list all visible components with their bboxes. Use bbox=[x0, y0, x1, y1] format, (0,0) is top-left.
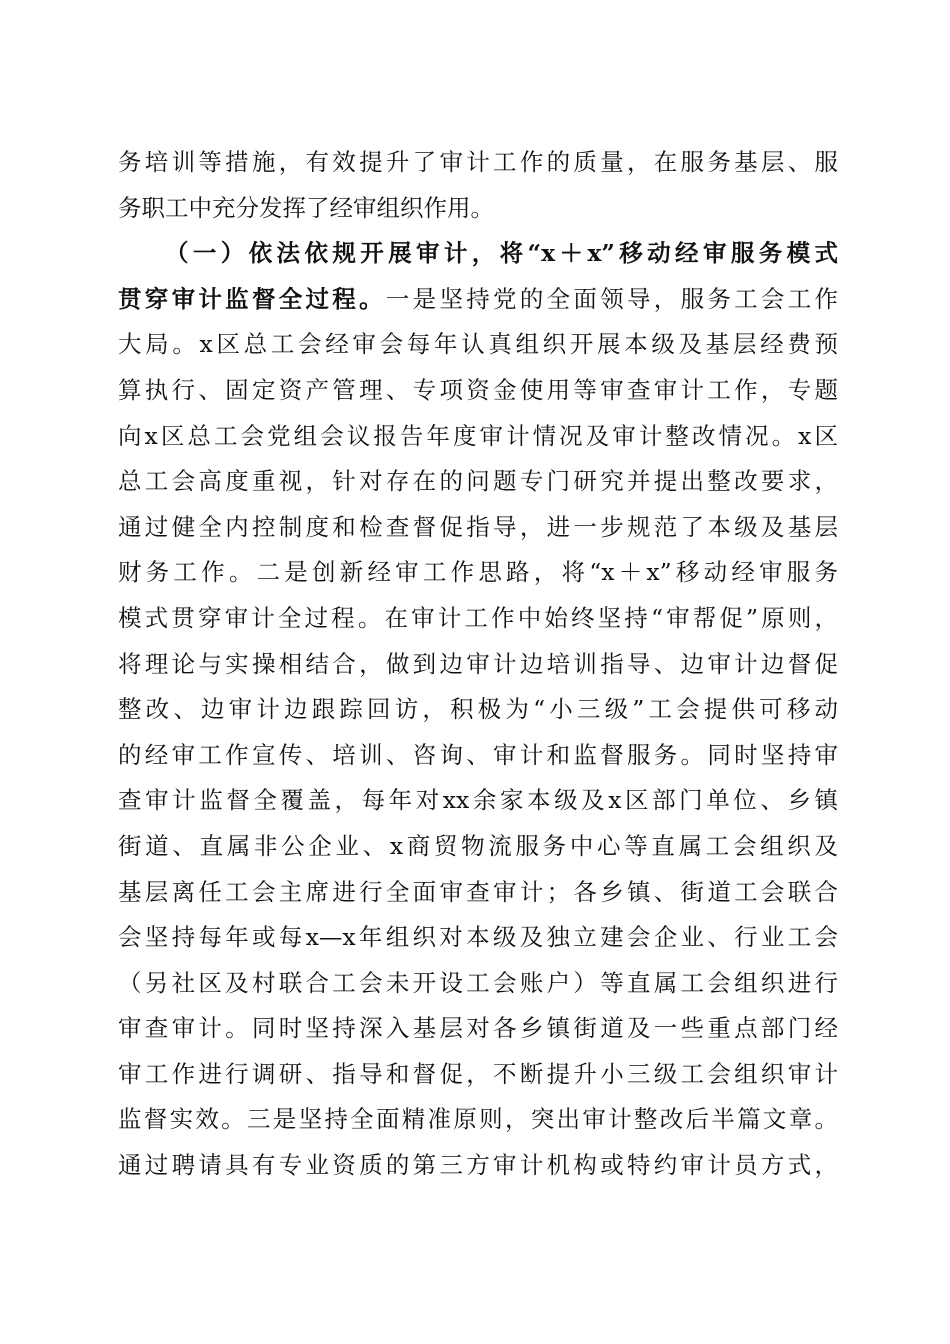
paragraph-line: 街道、直属非公企业、x商贸物流服务中心等直属工会组织及 bbox=[118, 831, 838, 860]
paragraph-line: 会坚持每年或每x—x年组织对本级及独立建会企业、行业工会 bbox=[118, 923, 838, 952]
paragraph-line: 总工会高度重视，针对存在的问题专门研究并提出整改要求， bbox=[118, 467, 838, 496]
paragraph-line: 财务工作。二是创新经审工作思路，将“x＋x”移动经审服务 bbox=[118, 558, 838, 587]
section-heading: （一）依法依规开展审计，将“x＋x”移动经审服务模式 bbox=[165, 239, 838, 268]
paragraph-line: 将理论与实操相结合，做到边审计边培训指导、边审计边督促 bbox=[118, 649, 838, 678]
paragraph-line: 通过聘请具有专业资质的第三方审计机构或特约审计员方式， bbox=[118, 1151, 838, 1180]
paragraph-line: 审工作进行调研、指导和督促，不断提升小三级工会组织审计 bbox=[118, 1059, 838, 1088]
paragraph-line: （另社区及村联合工会未开设工会账户）等直属工会组织进行 bbox=[118, 968, 838, 997]
paragraph-line: 监督实效。三是坚持全面精准原则，突出审计整改后半篇文章。 bbox=[118, 1105, 838, 1134]
paragraph-line: 模式贯穿审计全过程。在审计工作中始终坚持“审帮促”原则， bbox=[118, 603, 838, 632]
paragraph-line: 大局。x区总工会经审会每年认真组织开展本级及基层经费预 bbox=[118, 330, 838, 359]
paragraph-line: 向x区总工会党组会议报告年度审计情况及审计整改情况。x区 bbox=[118, 421, 838, 450]
paragraph-line: 基层离任工会主席进行全面审查审计；各乡镇、街道工会联合 bbox=[118, 877, 838, 906]
paragraph-line: 务职工中充分发挥了经审组织作用。 bbox=[118, 193, 494, 222]
paragraph-line: 查审计监督全覆盖，每年对xx余家本级及x区部门单位、乡镇 bbox=[118, 786, 838, 815]
paragraph-text: 一是坚持党的全面领导，服务工会工作 bbox=[385, 284, 839, 313]
section-heading-continued: 贯穿审计监督全过程。 bbox=[118, 284, 386, 313]
paragraph-line: 务培训等措施，有效提升了审计工作的质量，在服务基层、服 bbox=[118, 148, 838, 176]
paragraph-line: 审查审计。同时坚持深入基层对各乡镇街道及一些重点部门经 bbox=[118, 1014, 838, 1043]
paragraph-line: 的经审工作宣传、培训、咨询、审计和监督服务。同时坚持审 bbox=[118, 740, 838, 769]
document-body bbox=[118, 140, 838, 1189]
paragraph-line: 算执行、固定资产管理、专项资金使用等审查审计工作，专题 bbox=[118, 375, 838, 404]
paragraph-line bbox=[118, 277, 838, 323]
paragraph-line: 通过健全内控制度和检查督促指导，进一步规范了本级及基层 bbox=[118, 512, 838, 541]
paragraph-line: 整改、边审计边跟踪回访，积极为“小三级”工会提供可移动 bbox=[118, 695, 838, 724]
